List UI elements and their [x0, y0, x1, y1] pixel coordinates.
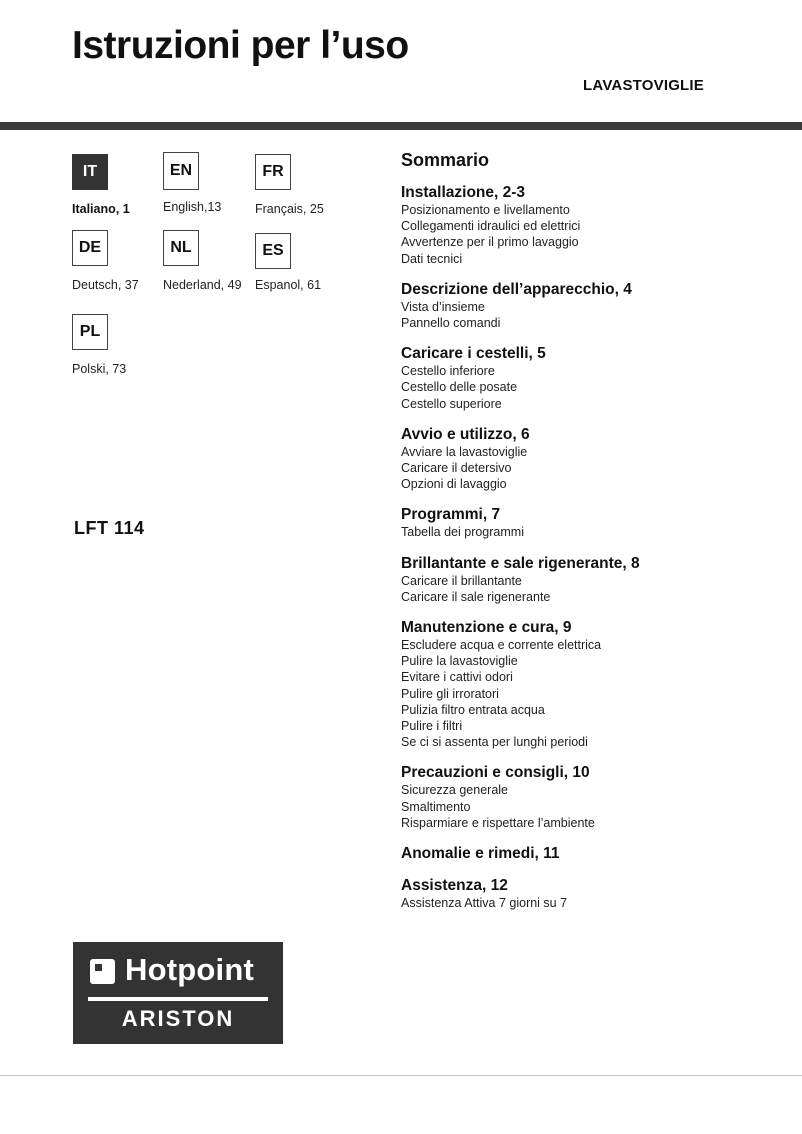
- language-code-box[interactable]: ES: [255, 233, 291, 269]
- language-code-box[interactable]: DE: [72, 230, 108, 266]
- hotpoint-square-icon: [90, 959, 115, 984]
- language-code-box[interactable]: EN: [163, 152, 199, 190]
- toc-item[interactable]: Avvertenze per il primo lavaggio: [401, 235, 579, 250]
- language-fr[interactable]: [255, 154, 365, 216]
- toc-section-title[interactable]: Manutenzione e cura, 9: [401, 619, 572, 637]
- toc-item-list: [401, 524, 781, 540]
- product-category: LAVASTOVIGLIE: [583, 77, 704, 94]
- toc-item-list: [401, 573, 781, 605]
- toc-item[interactable]: Pulizia filtro entrata acqua: [401, 702, 545, 717]
- logo-brand-text: Hotpoint: [125, 952, 254, 987]
- toc-section-title[interactable]: Programmi, 7: [401, 506, 501, 524]
- toc-item[interactable]: Sicurezza generale: [401, 783, 509, 798]
- toc-section: [401, 763, 781, 831]
- language-label: Nederland, 49: [163, 278, 242, 292]
- toc-item-list: [401, 637, 781, 750]
- logo-sub-text: ARISTON: [121, 1006, 235, 1031]
- toc-item[interactable]: Se ci si assenta per lunghi periodi: [401, 735, 588, 750]
- brand-logo: [73, 942, 283, 1044]
- toc-section-title[interactable]: Installazione, 2-3: [401, 184, 526, 201]
- toc-item[interactable]: Pulire gli irroratori: [401, 686, 499, 701]
- toc-item-list: [401, 444, 781, 493]
- toc-section: [401, 618, 781, 750]
- toc-item[interactable]: Caricare il detersivo: [401, 461, 512, 476]
- toc-section-title[interactable]: Brillantante e sale rigenerante, 8: [401, 554, 640, 572]
- toc-section: [401, 876, 781, 911]
- language-label: English,13: [163, 200, 222, 214]
- toc-section-title[interactable]: Caricare i cestelli, 5: [401, 345, 546, 363]
- toc-item[interactable]: Cestello inferiore: [401, 364, 495, 379]
- toc-item[interactable]: Opzioni di lavaggio: [401, 477, 507, 492]
- language-code-box[interactable]: NL: [163, 230, 199, 266]
- toc-item[interactable]: Cestello superiore: [401, 396, 502, 411]
- table-of-contents: [401, 150, 781, 924]
- language-label: Français, 25: [255, 202, 324, 216]
- toc-item-list: [401, 363, 781, 412]
- toc-section: [401, 844, 781, 863]
- toc-item[interactable]: Pulire la lavastoviglie: [401, 654, 518, 669]
- language-pl[interactable]: [72, 314, 182, 376]
- page-title: Istruzioni per l’uso: [72, 24, 409, 67]
- language-es[interactable]: [255, 233, 365, 292]
- toc-section: [401, 183, 781, 267]
- logo-divider: [88, 997, 268, 1001]
- toc-item[interactable]: Avviare la lavastoviglie: [401, 444, 528, 459]
- language-code-box[interactable]: IT: [72, 154, 108, 190]
- toc-item[interactable]: Cestello delle posate: [401, 380, 518, 395]
- header-divider: [0, 122, 802, 130]
- toc-section: [401, 344, 781, 412]
- toc-item[interactable]: Caricare il sale rigenerante: [401, 589, 551, 604]
- language-label: Deutsch, 37: [72, 278, 139, 292]
- toc-item[interactable]: Escludere acqua e corrente elettrica: [401, 638, 602, 653]
- toc-section: [401, 280, 781, 331]
- toc-item[interactable]: Evitare i cattivi odori: [401, 670, 513, 685]
- toc-section-title[interactable]: Avvio e utilizzo, 6: [401, 425, 530, 443]
- toc-section-title[interactable]: Descrizione dell’apparecchio, 4: [401, 280, 632, 298]
- toc-section-title[interactable]: Precauzioni e consigli, 10: [401, 764, 590, 782]
- toc-item-list: [401, 299, 781, 331]
- toc-section-title[interactable]: Anomalie e rimedi, 11: [401, 845, 560, 863]
- toc-item[interactable]: Assistenza Attiva 7 giorni su 7: [401, 896, 568, 911]
- toc-item[interactable]: Tabella dei programmi: [401, 525, 524, 540]
- toc-item[interactable]: Vista d’insieme: [401, 299, 485, 314]
- language-code-box[interactable]: FR: [255, 154, 291, 190]
- toc-item[interactable]: Collegamenti idraulici ed elettrici: [401, 219, 581, 234]
- toc-item[interactable]: Smaltimento: [401, 799, 471, 814]
- language-label: Italiano, 1: [72, 202, 130, 216]
- toc-section: [401, 505, 781, 540]
- toc-item-list: [401, 895, 781, 911]
- toc-item[interactable]: Dati tecnici: [401, 251, 463, 266]
- toc-item[interactable]: Pannello comandi: [401, 316, 501, 331]
- language-label: Polski, 73: [72, 362, 127, 376]
- toc-section: [401, 425, 781, 493]
- footer-divider: [0, 1075, 802, 1076]
- toc-item[interactable]: Posizionamento e livellamento: [401, 203, 570, 217]
- language-code-box[interactable]: PL: [72, 314, 108, 350]
- model-number: LFT 114: [74, 518, 145, 538]
- toc-heading: Sommario: [401, 150, 490, 170]
- language-label: Espanol, 61: [255, 278, 322, 292]
- toc-section-title[interactable]: Assistenza, 12: [401, 877, 508, 895]
- toc-item[interactable]: Pulire i filtri: [401, 719, 463, 734]
- toc-section: [401, 554, 781, 605]
- toc-sections: [401, 183, 781, 911]
- toc-item[interactable]: Risparmiare e rispettare l’ambiente: [401, 815, 595, 830]
- toc-item[interactable]: Caricare il brillantante: [401, 573, 522, 588]
- toc-item-list: [401, 782, 781, 831]
- toc-item-list: [401, 202, 781, 267]
